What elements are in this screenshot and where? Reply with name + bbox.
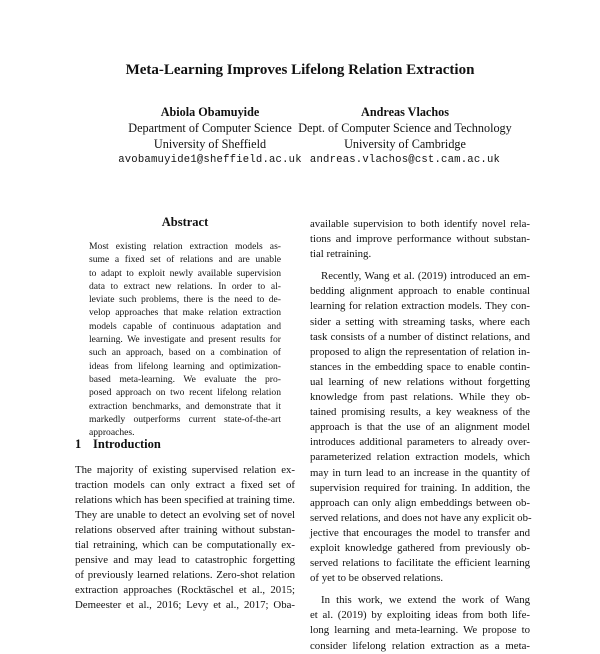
author-institution: University of Sheffield — [153, 137, 267, 151]
text-line: knowledge from past relations. While they ob- — [310, 391, 530, 404]
text-line: relations observed after training without substan- — [75, 524, 295, 536]
paragraph-gap — [310, 262, 530, 269]
author-block-1 — [100, 104, 320, 168]
text-line: of yet to be observed relations. — [310, 572, 444, 585]
text-line: ideas from lifelong learning and optimization- — [89, 360, 281, 372]
text-line: extraction benchmarks, and demonstrate that it — [89, 400, 281, 412]
text-line: to adapt to exploit newly available supervision — [89, 267, 281, 279]
text-line: sider a setting with streaming tasks, where each — [310, 315, 530, 328]
text-line: long learning and meta-learning. We propose to — [310, 624, 530, 637]
introduction-body — [75, 463, 295, 613]
text-line: exploit knowledge gathered from previously ob- — [310, 541, 530, 554]
text-line: leviate such problems, there is the need to de- — [89, 294, 281, 306]
text-line: Most existing relation extraction models as- — [89, 241, 281, 252]
text-line: extraction approaches (Rocktäschel et al., 2015; — [75, 584, 295, 596]
text-line: may in turn lead to an increase in the quantity of — [310, 466, 530, 479]
text-line: data to extract new relations. In order to al- — [89, 280, 281, 292]
text-line: supervision required for training. In addition, the — [310, 481, 530, 494]
text-line: relations which has been specified at training time. — [75, 494, 295, 506]
section-number: 1 — [75, 437, 82, 451]
text-line: pensive and may lead to catastrophic forgetting — [75, 554, 295, 566]
text-line: tial retraining. — [310, 248, 372, 261]
text-line: proposed to align the representation of relation in- — [310, 345, 530, 358]
text-line: They are unable to detect an evolving set of novel — [75, 509, 295, 521]
text-line: et al. (2019) by exploiting ideas from both life- — [310, 609, 530, 622]
text-line: approaches. — [89, 427, 135, 439]
text-line: available supervision to both identify novel rela- — [310, 218, 530, 230]
text-line: based meta-learning. We evaluate the pro- — [89, 373, 281, 385]
text-line: bedding alignment approach to enable continual — [310, 285, 530, 298]
author-affiliation: Department of Computer Science — [128, 121, 292, 135]
text-line: In this work, we extend the work of Wang — [321, 594, 530, 607]
author-institution: University of Cambridge — [344, 137, 466, 151]
text-line: velop approaches that make relation extraction — [89, 307, 281, 319]
author-email: andreas.vlachos@cst.cam.ac.uk — [309, 154, 501, 166]
text-line: models capable of continuous adaptation and — [89, 320, 281, 332]
author-affiliation: Dept. of Computer Science and Technology — [298, 121, 512, 135]
author-name: Andreas Vlachos — [361, 105, 449, 119]
abstract-heading: Abstract — [161, 215, 209, 229]
text-line: approach is that the use of an alignment model — [310, 421, 530, 434]
text-line: traction models can only extract a fixed set of — [75, 479, 295, 491]
author-block-2 — [290, 104, 520, 168]
text-line: jective that encourages the model to transfer and — [310, 526, 530, 539]
text-line: consider lifelong relation extraction as a meta- — [310, 639, 530, 652]
section-heading-introduction — [75, 436, 161, 452]
paper-title: Meta-Learning Improves Lifelong Relation Extraction — [125, 62, 475, 78]
text-line: ual learning of new relations without forgetting — [310, 375, 530, 388]
text-line: tions and improve performance without substan- — [310, 233, 530, 246]
paragraph-gap — [310, 586, 530, 593]
text-line: served relations to facilitate the efficient learning — [310, 557, 530, 570]
text-line: approach can only align embeddings between ob- — [310, 496, 530, 509]
text-line: such an approach, based on a combination of — [89, 347, 281, 359]
text-line: task consists of a number of distinct relations, and — [310, 330, 530, 343]
right-column-body — [310, 217, 530, 654]
text-line: Demeester et al., 2016; Levy et al., 2017; Oba- — [75, 599, 295, 611]
text-line: The majority of existing supervised relation ex- — [75, 464, 295, 476]
text-line: posed approach on two recent lifelong relation — [89, 387, 281, 399]
text-line: markedly outperforms current state-of-the-art — [89, 413, 281, 425]
text-line: Recently, Wang et al. (2019) introduced an em- — [321, 270, 530, 283]
author-name: Abiola Obamuyide — [160, 105, 260, 119]
text-line: tial retraining, which can be computationally ex- — [75, 539, 295, 551]
text-line: of previously learned relations. Zero-shot relation — [75, 569, 295, 581]
text-line: learning for relation extraction models. They con- — [310, 300, 530, 313]
text-line: served relations, and does not have any explicit ob- — [310, 511, 532, 524]
author-email: avobamuyide1@sheffield.ac.uk — [118, 154, 302, 166]
section-title: Introduction — [93, 437, 161, 451]
text-line: tained promising results, a key weakness of the — [310, 406, 530, 419]
text-line: parameterized relation extraction models, which — [310, 451, 530, 464]
text-line: sume a fixed set of relations and are unable — [89, 254, 281, 266]
text-line: stances in the embedding space to enable contin- — [310, 360, 530, 373]
abstract-body — [89, 240, 281, 439]
text-line: introduces additional parameters to already over- — [310, 436, 530, 449]
text-line: learning. We investigate and present results for — [89, 334, 281, 346]
